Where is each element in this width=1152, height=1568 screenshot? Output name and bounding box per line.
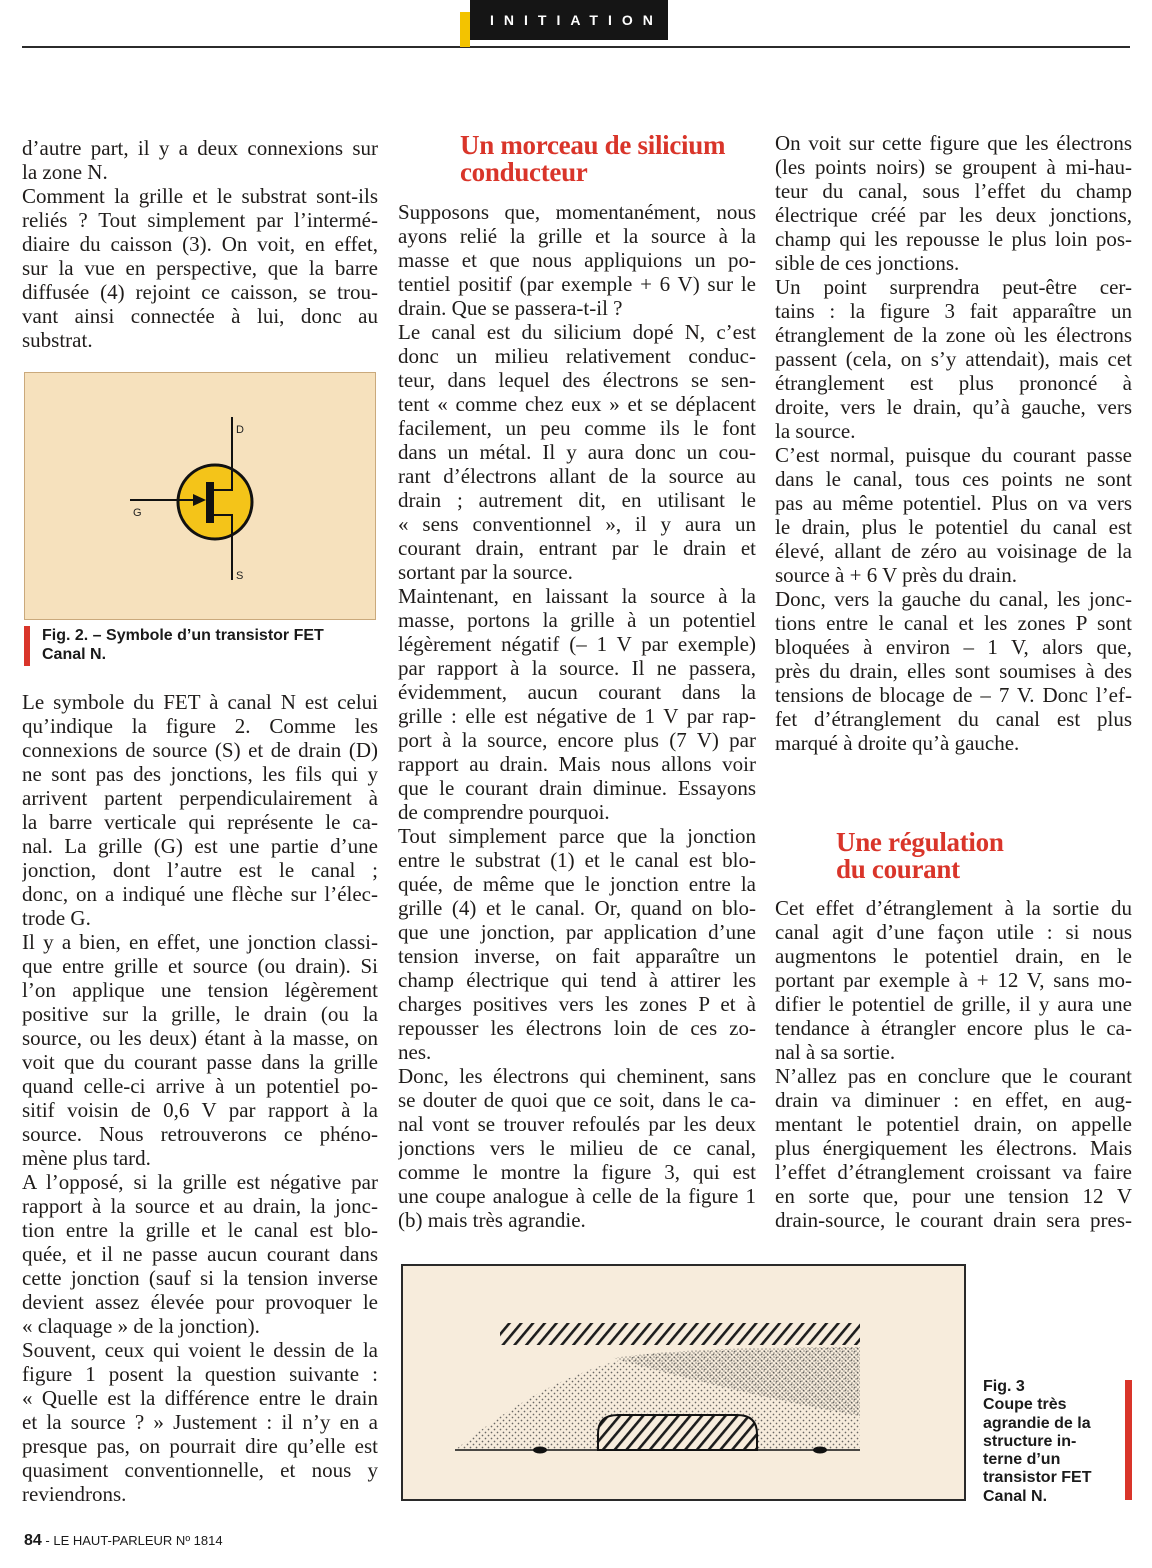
page-footer xyxy=(24,1532,223,1550)
section-heading-silicium xyxy=(460,132,725,186)
heading-line: Un morceau de silicium xyxy=(460,130,726,160)
text-line: sur la vue en perspective, que la barre xyxy=(22,256,378,280)
text-line: drain va diminuer : en effet, en aug- xyxy=(775,1088,1132,1112)
caption-line: structure in- xyxy=(983,1432,1077,1450)
text-line: source. Nous retrouverons ce phéno- xyxy=(22,1122,378,1146)
text-line: que entre grille et source (ou drain). Si xyxy=(22,954,378,978)
text-line: « sens conventionnel », il y aura un xyxy=(398,512,756,536)
text-line: dans un métal. Il y aura donc un cou- xyxy=(398,440,756,464)
text-line: légèrement négatif (– 1 V par exemple) xyxy=(398,632,756,656)
source-label: S xyxy=(236,570,244,582)
text-line: facilement, un peu comme ils le font xyxy=(398,416,756,440)
text-line: une coupe analogue à celle de la figure 1 xyxy=(398,1184,756,1208)
figure-2-fet-symbol xyxy=(24,372,376,620)
caption-line: Fig. 3 xyxy=(983,1378,1025,1395)
fet-symbol-drawing xyxy=(25,373,375,619)
channel-bar xyxy=(206,482,214,523)
text-line: étranglement de la zone où les électrons xyxy=(775,323,1132,347)
heading-line: Une régulation xyxy=(836,827,1004,857)
section-tab-accent xyxy=(460,12,470,47)
text-line: ne sont pas des jonctions, les fils qui y xyxy=(22,762,378,786)
text-line: Tout simplement parce que la jonction xyxy=(398,824,756,848)
text-line: par rapport à la source. Il ne passera, xyxy=(398,656,756,680)
text-line: la source. xyxy=(775,419,856,443)
column-3-text-top xyxy=(775,131,1132,755)
text-line: portant par exemple à + 12 V, sans mo- xyxy=(775,968,1132,992)
text-line: On voit sur cette figure que les électrons xyxy=(775,131,1132,155)
text-line: arrivent partent perpendiculairement à xyxy=(22,786,378,810)
caption-line: Fig. 2. – Symbole d’un transistor FET xyxy=(42,627,324,644)
text-line: la zone N. xyxy=(22,160,108,184)
paragraph xyxy=(398,1064,756,1232)
text-line: tensions de blocage de – 7 V. Donc l’ef- xyxy=(775,683,1132,707)
text-line: diffusée (4) rejoint ce caisson, se trou- xyxy=(22,280,378,304)
text-line: drain-source, le courant drain sera pres- xyxy=(775,1208,1132,1232)
caption-line: agrandie de la xyxy=(983,1414,1091,1432)
text-line: substrat. xyxy=(22,328,93,352)
text-line: étranglement est plus prononcé à xyxy=(775,371,1132,395)
text-line: rant d’électrons allant de la source au xyxy=(398,464,756,488)
paragraph xyxy=(775,1064,1132,1232)
text-line: trode G. xyxy=(22,906,91,930)
text-line: quasiment conventionnelle, et nous y xyxy=(22,1458,378,1482)
text-line: repousser les électrons loin de ces zo- xyxy=(398,1016,756,1040)
page-number: 84 xyxy=(24,1532,42,1549)
text-line: augmentons le potentiel drain, en le xyxy=(775,944,1132,968)
text-line: l’effet d’étranglement croissant va faire xyxy=(775,1160,1132,1184)
text-line: quand celle-ci arrive à un potentiel po- xyxy=(22,1074,378,1098)
text-line: reviendrons. xyxy=(22,1482,127,1506)
text-line: droite, vers le drain, qu’à gauche, vers xyxy=(775,395,1132,419)
text-line: électrique créé par les deux jonctions, xyxy=(775,203,1132,227)
text-line: quée, et il ne passe aucun courant dans xyxy=(22,1242,378,1266)
text-line: mentant le potentiel drain, on appelle xyxy=(775,1112,1132,1136)
paragraph xyxy=(398,200,756,320)
text-line: Cet effet d’étranglement à la sortie du xyxy=(775,896,1132,920)
paragraph xyxy=(22,930,378,1170)
text-line: teur, dans lequel des électrons se sen- xyxy=(398,368,756,392)
text-line: donc, on a indiqué une flèche sur l’élec- xyxy=(22,882,378,906)
text-line: jonctions vers le milieu de ce canal, xyxy=(398,1136,756,1160)
text-line: tains : la figure 3 fait apparaître un xyxy=(775,299,1132,323)
text-line: N’allez pas en conclure que le courant xyxy=(775,1064,1132,1088)
text-line: sible de ces jonctions. xyxy=(775,251,960,275)
text-line: (les points noirs) se groupent à mi-hau- xyxy=(775,155,1132,179)
text-line: Le symbole du FET à canal N est celui xyxy=(22,690,378,714)
caption-line: Canal N. xyxy=(42,646,107,663)
column-1-text-top xyxy=(22,136,378,352)
text-line: difier le potentiel de grille, il y aura une xyxy=(775,992,1132,1016)
text-line: nal vont se trouver refoulés par les deux xyxy=(398,1112,756,1136)
text-line: bloquées à environ – 1 V, alors que, xyxy=(775,635,1132,659)
hatched-upper-junction xyxy=(500,1323,860,1345)
text-line: Souvent, ceux qui voient le dessin de la xyxy=(22,1338,378,1362)
text-line: donc un milieu relativement conduc- xyxy=(398,344,756,368)
text-line: l’on applique une tension légèrement xyxy=(22,978,378,1002)
text-line: tension inverse, on fait apparaître un xyxy=(398,944,756,968)
text-line: nal. La grille (G) est une partie d’une xyxy=(22,834,378,858)
text-line: masse, portons la grille à un potentiel xyxy=(398,608,756,632)
text-line: Donc, les électrons qui cheminent, sans xyxy=(398,1064,756,1088)
text-line: presque pas, on pourrait dire qu’elle est xyxy=(22,1434,378,1458)
caption-line: Coupe très xyxy=(983,1396,1067,1414)
text-line: ayons relié la grille et la source à la xyxy=(398,224,756,248)
text-line: « Quelle est la différence entre le drain xyxy=(22,1386,378,1410)
paragraph xyxy=(22,1338,378,1506)
figure-3-cross-section xyxy=(401,1264,966,1501)
figure-3-caption xyxy=(983,1378,1123,1506)
caption-line: Canal N. xyxy=(983,1487,1048,1505)
paragraph xyxy=(22,1170,378,1338)
text-line: drain. Que se passera-t-il ? xyxy=(398,296,623,320)
text-line: (b) mais très agrandie. xyxy=(398,1208,586,1232)
text-line: entre le substrat (1) et le canal est blo- xyxy=(398,848,756,872)
text-line: tentiel positif (par exemple + 6 V) sur le xyxy=(398,272,756,296)
text-line: tion entre la grille et le canal est blo- xyxy=(22,1218,378,1242)
paragraph xyxy=(775,443,1132,587)
text-line: sitif voisin de 0,6 V par rapport à la xyxy=(22,1098,378,1122)
section-title: INITIATION xyxy=(470,0,668,40)
text-line: Comment la grille et le substrat sont-ils xyxy=(22,184,378,208)
text-line: quée, de même que le jonction entre la xyxy=(398,872,756,896)
figure-2-caption xyxy=(42,626,324,664)
column-1-text-bottom xyxy=(22,690,378,1506)
paragraph xyxy=(775,587,1132,755)
text-line: la barre verticale qui représente le ca- xyxy=(22,810,378,834)
text-line: pas au même potentiel. Plus on va vers xyxy=(775,491,1132,515)
column-3-text-bottom xyxy=(775,896,1132,1232)
text-line: cette jonction (sauf si la tension inverse xyxy=(22,1266,378,1290)
text-line: diaire du caisson (3). On voit, en effet, xyxy=(22,232,378,256)
paragraph xyxy=(398,824,756,1064)
text-line: Supposons que, momentanément, nous xyxy=(398,200,756,224)
heading-line: conducteur xyxy=(460,157,588,187)
contact-dot-right xyxy=(813,1447,827,1454)
text-line: connexions de source (S) et de drain (D) xyxy=(22,738,378,762)
text-line: Il y a bien, en effet, une jonction classi- xyxy=(22,930,378,954)
text-line: qu’indique la figure 2. Comme les xyxy=(22,714,378,738)
hatched-gate-bump xyxy=(598,1415,757,1450)
text-line: mène plus tard. xyxy=(22,1146,151,1170)
text-line: marqué à droite qu’à gauche. xyxy=(775,731,1020,755)
fet-symbol-circle xyxy=(178,465,252,539)
text-line: plus énergiquement les électrons. Mais xyxy=(775,1136,1132,1160)
text-line: que une jonction, par application d’une xyxy=(398,920,756,944)
section-heading-regulation xyxy=(836,829,1004,883)
text-line: figure 1 posent la question suivante : xyxy=(22,1362,378,1386)
text-line: et la source ? » Justement : il n’y en a xyxy=(22,1410,378,1434)
paragraph xyxy=(398,320,756,584)
text-line: source à + 6 V près du drain. xyxy=(775,563,1018,587)
text-line: drain ; autrement dit, en utilisant le xyxy=(398,488,756,512)
text-line: grille (4) et le canal. Or, quand on blo- xyxy=(398,896,756,920)
text-line: élevé, allant de zéro au voisinage de la xyxy=(775,539,1132,563)
text-line: charges positives vers les zones P et à xyxy=(398,992,756,1016)
text-line: canal agit d’une façon utile : si nous xyxy=(775,920,1132,944)
text-line: devient assez élevée pour provoquer le xyxy=(22,1290,378,1314)
text-line: C’est normal, puisque du courant passe xyxy=(775,443,1132,467)
drain-label: D xyxy=(236,424,244,436)
text-line: teur du canal, sous l’effet du champ xyxy=(775,179,1132,203)
paragraph xyxy=(775,275,1132,443)
gate-label: G xyxy=(133,507,142,519)
text-line: rapport à la source et au drain, la jonc- xyxy=(22,1194,378,1218)
column-2-text xyxy=(398,200,756,1232)
cross-section-drawing xyxy=(403,1266,964,1499)
text-line: près du drain, elles sont soumises à des xyxy=(775,659,1132,683)
text-line: que le courant drain diminue. Essayons xyxy=(398,776,756,800)
text-line: en sorte que, pour une tension 12 V xyxy=(775,1184,1132,1208)
text-line: fet d’étranglement du canal est plus xyxy=(775,707,1132,731)
text-line: sortant par la source. xyxy=(398,560,573,584)
heading-line: du courant xyxy=(836,854,960,884)
text-line: voit que du courant passe dans la grille xyxy=(22,1050,378,1074)
text-line: Maintenant, en laissant la source à la xyxy=(398,584,756,608)
text-line: positive sur la grille, le drain (ou la xyxy=(22,1002,378,1026)
text-line: Le canal est du silicium dopé N, c’est xyxy=(398,320,756,344)
text-line: dans le canal, tous ces points ne sont xyxy=(775,467,1132,491)
caption-marker xyxy=(1125,1380,1132,1500)
publication-title: - LE HAUT-PARLEUR Nº 1814 xyxy=(45,1533,223,1548)
text-line: reliés ? Tout simplement par l’intermé- xyxy=(22,208,378,232)
text-line: champ qui les repousse le plus loin pos- xyxy=(775,227,1132,251)
caption-line: transistor FET xyxy=(983,1469,1092,1487)
paragraph xyxy=(22,184,378,352)
caption-line: terne d’un xyxy=(983,1451,1061,1469)
text-line: Un point surprendra peut-être cer- xyxy=(775,275,1132,299)
text-line: source, ou les deux) étant à la masse, on xyxy=(22,1026,378,1050)
text-line: se douter de quoi que ce soit, dans le ca- xyxy=(398,1088,756,1112)
text-line: de comprendre pourquoi. xyxy=(398,800,610,824)
text-line: A l’opposé, si la grille est négative par xyxy=(22,1170,378,1194)
text-line: tendance à étrangler encore plus le ca- xyxy=(775,1016,1132,1040)
header-rule xyxy=(22,46,1130,48)
text-line: grille : elle est négative de 1 V par rap- xyxy=(398,704,756,728)
text-line: port à la source, encore plus (7 V) par xyxy=(398,728,756,752)
text-line: d’autre part, il y a deux connexions sur xyxy=(22,136,378,160)
text-line: tent « comme chez eux » et se déplacent xyxy=(398,392,756,416)
text-line: rapport au drain. Mais nous allons voir xyxy=(398,752,756,776)
text-line: tions entre le canal et les zones P sont xyxy=(775,611,1132,635)
paragraph xyxy=(22,136,378,184)
contact-dot-left xyxy=(533,1447,547,1454)
text-line: masse et que nous appliquions un po- xyxy=(398,248,756,272)
text-line: évidemment, aucun courant dans la xyxy=(398,680,756,704)
text-line: passent (cela, on s’y attendait), mais cet xyxy=(775,347,1132,371)
text-line: comme le montre la figure 3, qui est xyxy=(398,1160,756,1184)
text-line: nes. xyxy=(398,1040,432,1064)
paragraph xyxy=(775,131,1132,275)
text-line: « claquage » de la jonction). xyxy=(22,1314,260,1338)
text-line: vant ainsi connectée à lui, donc au xyxy=(22,304,378,328)
text-line: Donc, vers la gauche du canal, les jonc- xyxy=(775,587,1132,611)
text-line: nal à sa sortie. xyxy=(775,1040,896,1064)
paragraph xyxy=(775,896,1132,1064)
paragraph xyxy=(398,584,756,824)
text-line: le drain, plus le potentiel du canal est xyxy=(775,515,1132,539)
text-line: jonction, dont l’autre est le canal ; xyxy=(22,858,378,882)
text-line: courant drain, entrant par le drain et xyxy=(398,536,756,560)
caption-marker xyxy=(24,626,30,666)
text-line: champ électrique qui tend à attirer les xyxy=(398,968,756,992)
paragraph xyxy=(22,690,378,930)
